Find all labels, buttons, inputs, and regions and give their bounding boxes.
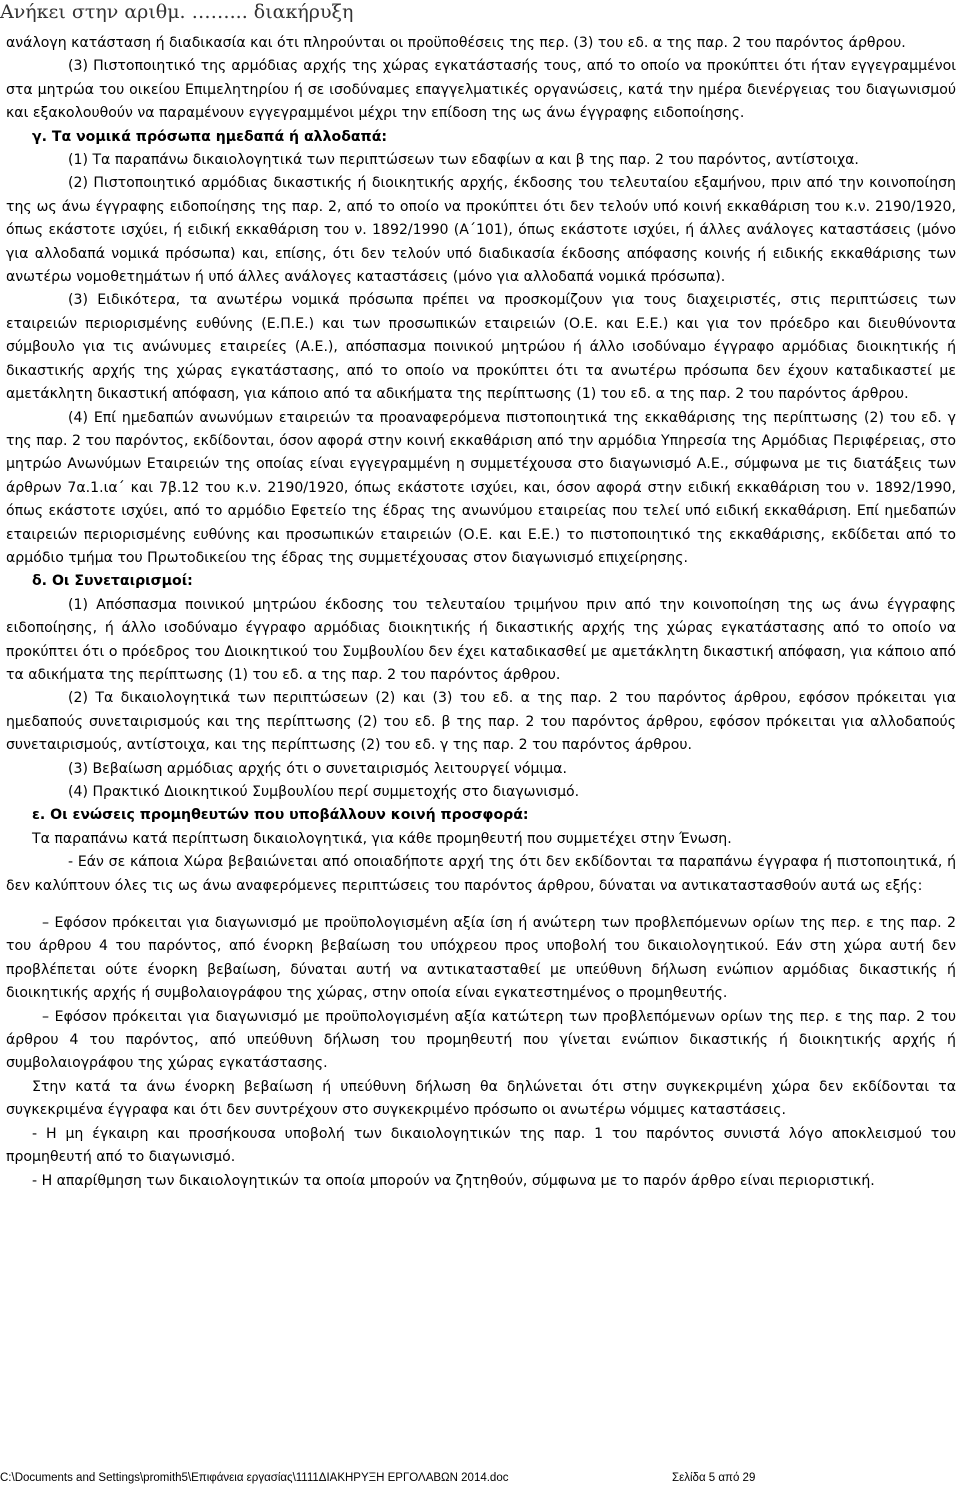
paragraph: – Εφόσον πρόκειται για διαγωνισμό με προϋπολογισμένη αξία ίση ή ανώτερη των προβλεπόμενων ορίων της περ. ε της παρ. 2 του άρθρου 4 του παρόντος, από ένορκη βεβαίωση του υπόχρεου προς υποβολή του δικαιολογητικού. Εάν στη χώρα αυτή δεν προβλέπεται ούτε ένορκη βεβαίωση, δύναται αυτή να αντικατασταθεί με υπεύθυνη δήλωση ενώπιον αρμόδιας δικαστικής ή διοικητικής αρχής ή συμβολαιογράφου της χώρας, στην οποία είναι εγκατεστημένος ο προμηθευτής. <box>6 915 956 1002</box>
section-heading: ε. Οι ενώσεις προμηθευτών που υποβάλλουν κοινή προσφορά: <box>32 807 529 824</box>
paragraph: - Εάν σε κάποια Χώρα βεβαιώνεται από οποιαδήποτε αρχή της ότι δεν εκδίδονται τα παραπάνω έγγραφα ή πιστοποιητικά, ή δεν καλύπτουν όλες τις ως άνω αναφερόμενες περιπτώσεις του παρόντος άρθρου, δύναται να αντικαταστασθούν αυτά ως εξής: <box>6 854 956 894</box>
paragraph: (2) Πιστοποιητικό αρμόδιας δικαστικής ή διοικητικής αρχής, έκδοσης του τελευταίου εξαμήνου, πριν από την κοινοποίηση της ως άνω έγγραφης ειδοποίησης της παρ. 2, από το οποίο να προκύπτει ότι δεν τελούν υπό κοινή εκκαθάριση του κ.ν. 2190/1920, όπως εκάστοτε ισχύει, ή ειδική εκκαθάριση του ν. 1892/1990 (Α΄101), όπως εκάστοτε ισχύει, ή άλλες ανάλογες καταστάσεις (μόνο για αλλοδαπά νομικά πρόσωπα) και, επίσης, ότι δεν τελούν υπό διαδικασία έκδοσης απόφασης κοινής ή ειδικής εκκαθάρισης των ανωτέρω νομοθετημάτων ή υπό άλλες ανάλογες καταστάσεις (μόνο για αλλοδαπά νομικά πρόσωπα). <box>6 175 956 286</box>
section-heading: γ. Τα νομικά πρόσωπα ημεδαπά ή αλλοδαπά: <box>32 128 388 145</box>
page-number: Σελίδα 5 από 29 <box>672 1472 756 1484</box>
spacer <box>6 898 956 912</box>
paragraph: (4) Επί ημεδαπών ανωνύμων εταιρειών τα προαναφερόμενα πιστοποιητικά της εκκαθάρισης της περίπτωσης (2) του εδ. γ της παρ. 2 του παρόντος, εκδίδονται, όσον αφορά στην κοινή εκκαθάριση από την αρμόδια Υπηρεσία της Αρμόδιας Περιφέρειας, στο μητρώο Ανωνύμων Εταιρειών της οποίας είναι εγγεγραμμένη η συμμετέχουσα στο διαγωνισμό Α.Ε., σύμφωνα με τις διατάξεις των άρθρων 7α.1.ια΄ και 7β.12 του κ.ν. 2190/1920, όπως εκάστοτε ισχύει, και, όσον αφορά στην ειδική εκκαθάριση του ν. 1892/1990, όπως εκάστοτε ισχύει, από το αρμόδιο Εφετείο της έδρας της ανωνύμου εταιρείας που τελεί υπό ειδική εκκαθάριση. Επί ημεδαπών εταιρειών περιορισμένης ευθύνης και προσωπικών εταιρειών (Ο.Ε. και Ε.Ε.) το πιστοποιητικό της εκκαθάρισης, εκδίδεται από το αρμόδιο τμήμα του Πρωτοδικείου της έδρας της συμμετέχουσας στον διαγωνισμό επιχείρησης. <box>6 409 956 566</box>
paragraph: (3) Ειδικότερα, τα ανωτέρω νομικά πρόσωπα πρέπει να προσκομίζουν για τους διαχειριστές, στις περιπτώσεις των εταιρειών περιορισμένης ευθύνης (Ε.Π.Ε.) και των προσωπικών εταιρειών (Ο.Ε. και Ε.Ε.) και για τον πρόεδρο και διευθύνοντα σύμβουλο για τις ανώνυμες εταιρείες (Α.Ε.), απόσπασμα ποινικού μητρώου ή άλλο ισοδύναμο έγγραφο αρμόδιας διοικητικής ή δικαστικής αρχής της χώρας εγκατάστασης, από το οποίο να προκύπτει ότι τα ανωτέρω πρόσωπα δεν έχουν καταδικαστεί με αμετάκλητη δικαστική απόφαση, για κάποιο από τα αδικήματα της περίπτωσης (1) του εδ. α της παρ. 2 του παρόντος άρθρου. <box>6 292 956 403</box>
paragraph: Τα παραπάνω κατά περίπτωση δικαιολογητικά, για κάθε προμηθευτή που συμμετέχει στην Ένωση. <box>32 830 732 847</box>
paragraph: (3) Πιστοποιητικό της αρμόδιας αρχής της χώρας εγκατάστασής τους, από το οποίο να προκύπτει ότι ήταν εγγεγραμμένοι στα μητρώα του οικείου Επιμελητηρίου ή σε ισοδύναμες επαγγελματικές οργανώσεις, κατά την ημέρα διενέργειας του διαγωνισμού και εξακολουθούν να παραμένουν εγγεγραμμένοι μέχρι την επίδοση της ως άνω έγγραφης ειδοποίησης. <box>6 58 956 122</box>
paragraph: Στην κατά τα άνω ένορκη βεβαίωση ή υπεύθυνη δήλωση θα δηλώνεται ότι στην συγκεκριμένη χώρα δεν εκδίδονται τα συγκεκριμένα έγγραφα και ότι δεν συντρέχουν στο συγκεκριμένο πρόσωπο οι ανωτέρω νόμιμες καταστάσεις. <box>6 1078 956 1119</box>
paragraph: ανάλογη κατάσταση ή διαδικασία και ότι πληρούνται οι προϋποθέσεις της περ. (3) του εδ. α της παρ. 2 του παρόντος άρθρου. <box>6 35 906 51</box>
paragraph: - Η μη έγκαιρη και προσήκουσα υποβολή των δικαιολογητικών της παρ. 1 του παρόντος συνιστά λόγο αποκλεισμού του προμηθευτή από το διαγωνισμό. <box>6 1125 956 1166</box>
file-path: C:\Documents and Settings\promith5\Επιφάνεια εργασίας\1111ΔΙΑΚΗΡΥΞΗ ΕΡΓΟΛΑΒΩΝ 2014.doc <box>0 1472 509 1484</box>
paragraph: - Η απαρίθμηση των δικαιολογητικών τα οποία μπορούν να ζητηθούν, σύμφωνα με το παρόν άρθρο είναι περιοριστική. <box>32 1172 875 1189</box>
paragraph: – Εφόσον πρόκειται για διαγωνισμό με προϋπολογισμένη αξία κατώτερη των προβλεπόμενων ορίων της περ. ε της παρ. 2 του άρθρου 4 του παρόντος, από υπεύθυνη δήλωση του προμηθευτή που γίνεται ενώπιον δικαστικής ή διοικητικής αρχής ή συμβολαιογράφου της χώρας εγκατάστασης. <box>6 1008 956 1072</box>
document-header: Ανήκει στην αριθμ. ……... διακήρυξη <box>0 1 354 23</box>
paragraph: (1) Απόσπασμα ποινικού μητρώου έκδοσης του τελευταίου τριμήνου πριν από την κοινοποίηση της ως άνω έγγραφης ειδοποίησης, ή άλλο ισοδύναμο έγγραφο αρμόδιας διοικητικής ή δικαστικής αρχής της χώρας εγκατάστασης από το οποίο να προκύπτει ότι ο πρόεδρος του Διοικητικού του Συμβουλίου δεν έχει καταδικασθεί με αμετάκλητη δικαστική απόφαση, για κάποιο από τα αδικήματα της περίπτωσης (1) του εδ. α της παρ. 2 του παρόντος άρθρου. <box>6 596 956 683</box>
document-body <box>6 32 956 1193</box>
paragraph: (1) Τα παραπάνω δικαιολογητικά των περιπτώσεων των εδαφίων α και β της παρ. 2 του παρόντος, αντίστοιχα. <box>68 152 859 169</box>
paragraph: (3) Βεβαίωση αρμόδιας αρχής ότι ο συνεταιρισμός λειτουργεί νόμιμα. <box>68 760 567 777</box>
paragraph: (4) Πρακτικό Διοικητικού Συμβουλίου περί συμμετοχής στο διαγωνισμό. <box>68 784 580 800</box>
section-heading: δ. Οι Συνεταιρισμοί: <box>32 573 193 590</box>
paragraph: (2) Τα δικαιολογητικά των περιπτώσεων (2) και (3) του εδ. α της παρ. 2 του παρόντος άρθρου, εφόσον πρόκειται για ημεδαπούς συνεταιρισμούς και της περίπτωσης (2) του εδ. β της παρ. 2 του παρόντος άρθρου, εφόσον πρόκειται για αλλοδαπούς συνεταιρισμούς, αντίστοιχα, και της περίπτωσης (2) του εδ. γ της παρ. 2 του παρόντος άρθρου. <box>6 690 956 754</box>
